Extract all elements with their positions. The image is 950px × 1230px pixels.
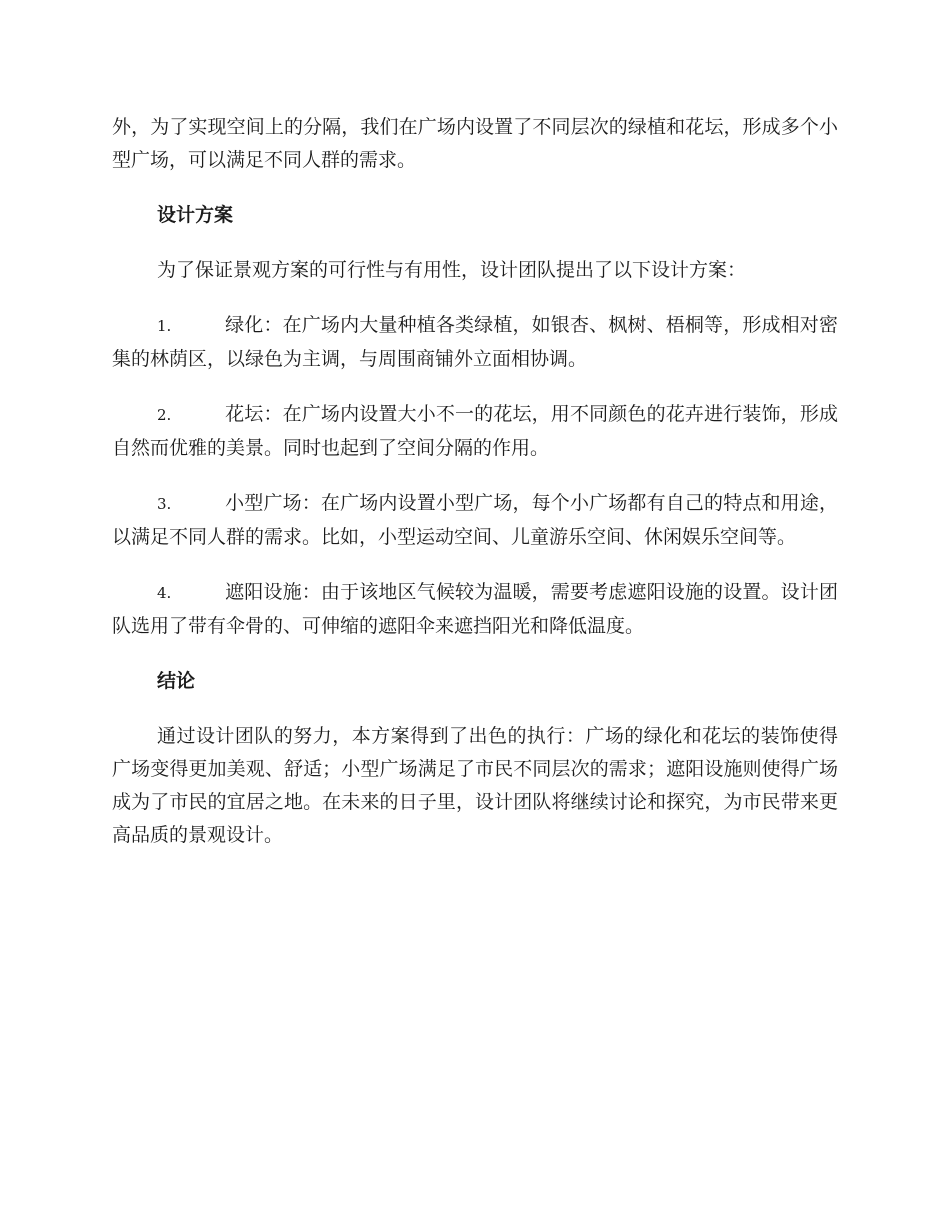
- design-intro-paragraph: 为了保证景观方案的可行性与有用性，设计团队提出了以下设计方案：: [157, 259, 747, 281]
- list-item-number: 1.: [157, 317, 172, 335]
- conclusion-paragraph: 通过设计团队的努力，本方案得到了出色的执行：广场的绿化和花坛的装饰使得广场变得更加美观、舒适；小型广场满足了市民不同层次的需求；遮阳设施则使得广场成为了市民的宜居之地。在未来的日子里，设计团队将继续讨论和探究，为市民带来更高品质的景观设计。: [112, 725, 838, 846]
- list-item: [112, 576, 838, 643]
- design-section-heading: 设计方案: [157, 204, 234, 226]
- list-item-text: 遮阳设施：由于该地区气候较为温暖，需要考虑遮阳设施的设置。设计团队选用了带有伞骨的、可伸缩的遮阳伞来遮挡阳光和降低温度。: [112, 581, 838, 637]
- list-item-text: 花坛：在广场内设置大小不一的花坛，用不同颜色的花卉进行装饰，形成自然而优雅的美景。同时也起到了空间分隔的作用。: [112, 403, 838, 459]
- list-item-text: 绿化：在广场内大量种植各类绿植，如银杏、枫树、梧桐等，形成相对密集的林荫区，以绿色为主调，与周围商铺外立面相协调。: [112, 314, 838, 370]
- list-item: [112, 398, 838, 465]
- list-item-text: 小型广场：在广场内设置小型广场，每个小广场都有自己的特点和用途，以满足不同人群的需求。比如，小型运动空间、儿童游乐空间、休闲娱乐空间等。: [112, 492, 838, 548]
- conclusion-section-heading: 结论: [157, 670, 196, 692]
- intro-continuation-paragraph: 外，为了实现空间上的分隔，我们在广场内设置了不同层次的绿植和花坛，形成多个小型广场，可以满足不同人群的需求。: [112, 116, 838, 171]
- list-item-number: 2.: [157, 406, 172, 424]
- list-item: [112, 309, 838, 376]
- list-item: [112, 487, 838, 554]
- list-item-number: 4.: [157, 584, 172, 602]
- list-item-number: 3.: [157, 495, 172, 513]
